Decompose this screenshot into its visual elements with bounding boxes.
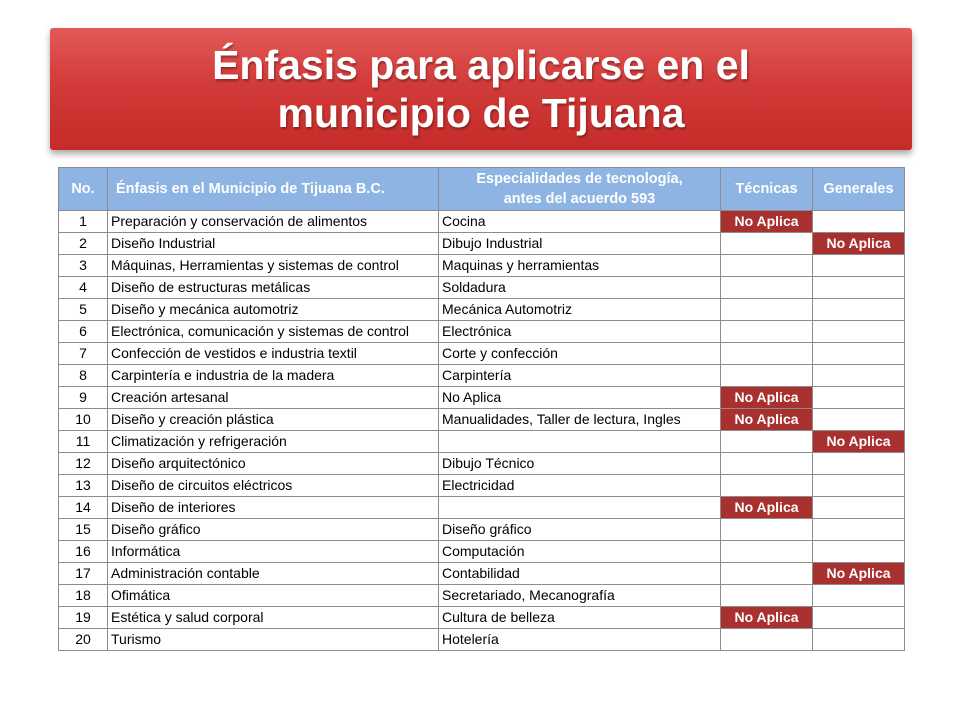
cell-tecnicas-no-aplica-badge: No Aplica xyxy=(721,607,813,629)
cell-tecnicas-no-aplica-badge: No Aplica xyxy=(721,497,813,519)
cell-tecnicas xyxy=(721,343,813,365)
cell-no: 15 xyxy=(59,519,108,541)
cell-no: 19 xyxy=(59,607,108,629)
cell-generales-no-aplica-badge: No Aplica xyxy=(813,563,905,585)
cell-no: 9 xyxy=(59,387,108,409)
table-row xyxy=(59,585,905,607)
cell-enfasis: Diseño arquitectónico xyxy=(108,453,439,475)
cell-no: 10 xyxy=(59,409,108,431)
cell-tecnicas-no-aplica-badge: No Aplica xyxy=(721,387,813,409)
cell-tecnicas xyxy=(721,475,813,497)
cell-no: 11 xyxy=(59,431,108,453)
cell-generales xyxy=(813,343,905,365)
table-header-row xyxy=(59,168,905,211)
cell-enfasis: Diseño de circuitos eléctricos xyxy=(108,475,439,497)
cell-enfasis: Diseño gráfico xyxy=(108,519,439,541)
cell-enfasis: Carpintería e industria de la madera xyxy=(108,365,439,387)
cell-enfasis: Informática xyxy=(108,541,439,563)
table-row xyxy=(59,475,905,497)
cell-generales-no-aplica-badge: No Aplica xyxy=(813,233,905,255)
cell-generales xyxy=(813,321,905,343)
cell-generales xyxy=(813,519,905,541)
cell-enfasis: Creación artesanal xyxy=(108,387,439,409)
table-row xyxy=(59,497,905,519)
cell-tecnicas xyxy=(721,255,813,277)
table-row xyxy=(59,343,905,365)
cell-no: 17 xyxy=(59,563,108,585)
cell-generales xyxy=(813,277,905,299)
table-body xyxy=(59,211,905,651)
cell-no: 5 xyxy=(59,299,108,321)
cell-tecnicas xyxy=(721,299,813,321)
cell-enfasis: Ofimática xyxy=(108,585,439,607)
cell-enfasis: Diseño de interiores xyxy=(108,497,439,519)
cell-no: 4 xyxy=(59,277,108,299)
cell-especialidad: Secretariado, Mecanografía xyxy=(439,585,721,607)
cell-especialidad: Maquinas y herramientas xyxy=(439,255,721,277)
cell-generales xyxy=(813,365,905,387)
table-row xyxy=(59,321,905,343)
cell-enfasis: Diseño y mecánica automotriz xyxy=(108,299,439,321)
table-row xyxy=(59,233,905,255)
cell-enfasis: Electrónica, comunicación y sistemas de control xyxy=(108,321,439,343)
cell-no: 7 xyxy=(59,343,108,365)
cell-no: 16 xyxy=(59,541,108,563)
table-row xyxy=(59,409,905,431)
cell-tecnicas xyxy=(721,585,813,607)
cell-no: 20 xyxy=(59,629,108,651)
table-row xyxy=(59,365,905,387)
cell-generales xyxy=(813,255,905,277)
cell-enfasis: Estética y salud corporal xyxy=(108,607,439,629)
cell-tecnicas xyxy=(721,365,813,387)
cell-especialidad: Contabilidad xyxy=(439,563,721,585)
cell-especialidad: Cultura de belleza xyxy=(439,607,721,629)
header-no: No. xyxy=(59,168,108,211)
emphasis-table-container xyxy=(58,167,905,651)
cell-no: 13 xyxy=(59,475,108,497)
cell-enfasis: Climatización y refrigeración xyxy=(108,431,439,453)
cell-tecnicas-no-aplica-badge: No Aplica xyxy=(721,409,813,431)
cell-generales-no-aplica-badge: No Aplica xyxy=(813,431,905,453)
emphasis-table xyxy=(58,167,905,651)
table-row xyxy=(59,211,905,233)
header-especialidades-line2: antes del acuerdo 593 xyxy=(503,191,656,207)
cell-enfasis: Turismo xyxy=(108,629,439,651)
cell-especialidad: No Aplica xyxy=(439,387,721,409)
cell-generales xyxy=(813,585,905,607)
cell-tecnicas-no-aplica-badge: No Aplica xyxy=(721,211,813,233)
cell-especialidad: Electrónica xyxy=(439,321,721,343)
title-line-2: municipio de Tijuana xyxy=(277,90,685,136)
cell-no: 14 xyxy=(59,497,108,519)
cell-no: 6 xyxy=(59,321,108,343)
cell-generales xyxy=(813,211,905,233)
header-generales: Generales xyxy=(813,168,905,211)
cell-tecnicas xyxy=(721,519,813,541)
cell-especialidad xyxy=(439,497,721,519)
cell-no: 3 xyxy=(59,255,108,277)
table-row xyxy=(59,607,905,629)
cell-tecnicas xyxy=(721,233,813,255)
cell-generales xyxy=(813,475,905,497)
cell-enfasis: Diseño Industrial xyxy=(108,233,439,255)
cell-especialidad: Hotelería xyxy=(439,629,721,651)
cell-generales xyxy=(813,409,905,431)
cell-no: 1 xyxy=(59,211,108,233)
cell-especialidad: Soldadura xyxy=(439,277,721,299)
cell-especialidad: Computación xyxy=(439,541,721,563)
title-line-1: Énfasis para aplicarse en el xyxy=(212,42,750,88)
title-banner xyxy=(50,28,912,150)
cell-generales xyxy=(813,387,905,409)
table-row xyxy=(59,299,905,321)
cell-generales xyxy=(813,299,905,321)
cell-especialidad: Corte y confección xyxy=(439,343,721,365)
cell-especialidad: Dibujo Técnico xyxy=(439,453,721,475)
cell-enfasis: Diseño de estructuras metálicas xyxy=(108,277,439,299)
cell-enfasis: Administración contable xyxy=(108,563,439,585)
cell-especialidad xyxy=(439,431,721,453)
table-row xyxy=(59,277,905,299)
header-enfasis: Énfasis en el Municipio de Tijuana B.C. xyxy=(108,168,439,211)
table-row xyxy=(59,453,905,475)
cell-no: 2 xyxy=(59,233,108,255)
cell-generales xyxy=(813,541,905,563)
cell-especialidad: Manualidades, Taller de lectura, Ingles xyxy=(439,409,721,431)
cell-generales xyxy=(813,629,905,651)
cell-tecnicas xyxy=(721,629,813,651)
header-tecnicas: Técnicas xyxy=(721,168,813,211)
cell-enfasis: Máquinas, Herramientas y sistemas de control xyxy=(108,255,439,277)
cell-no: 18 xyxy=(59,585,108,607)
cell-no: 12 xyxy=(59,453,108,475)
cell-tecnicas xyxy=(721,431,813,453)
cell-especialidad: Cocina xyxy=(439,211,721,233)
table-row xyxy=(59,563,905,585)
cell-tecnicas xyxy=(721,541,813,563)
cell-enfasis: Confección de vestidos e industria textil xyxy=(108,343,439,365)
cell-especialidad: Diseño gráfico xyxy=(439,519,721,541)
cell-tecnicas xyxy=(721,321,813,343)
table-row xyxy=(59,629,905,651)
table-row xyxy=(59,387,905,409)
cell-especialidad: Mecánica Automotriz xyxy=(439,299,721,321)
cell-especialidad: Dibujo Industrial xyxy=(439,233,721,255)
cell-generales xyxy=(813,607,905,629)
cell-tecnicas xyxy=(721,453,813,475)
cell-especialidad: Electricidad xyxy=(439,475,721,497)
cell-generales xyxy=(813,497,905,519)
cell-generales xyxy=(813,453,905,475)
header-especialidades-line1: Especialidades de tecnología, xyxy=(476,171,683,187)
table-row xyxy=(59,541,905,563)
table-row xyxy=(59,255,905,277)
cell-tecnicas xyxy=(721,277,813,299)
cell-no: 8 xyxy=(59,365,108,387)
table-row xyxy=(59,431,905,453)
cell-especialidad: Carpintería xyxy=(439,365,721,387)
cell-enfasis: Diseño y creación plástica xyxy=(108,409,439,431)
table-row xyxy=(59,519,905,541)
header-especialidades xyxy=(439,168,721,211)
cell-tecnicas xyxy=(721,563,813,585)
cell-enfasis: Preparación y conservación de alimentos xyxy=(108,211,439,233)
